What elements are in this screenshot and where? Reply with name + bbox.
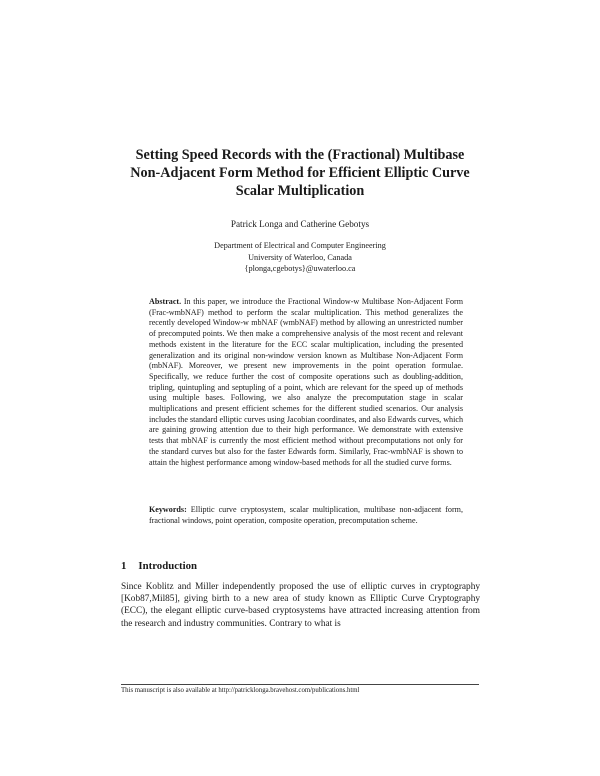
section-number: 1 [121, 560, 127, 572]
affiliation-university: University of Waterloo, Canada [248, 252, 352, 262]
footnote: This manuscript is also available at http://patricklonga.bravehost.com/publications.html [121, 687, 360, 694]
abstract [149, 297, 463, 468]
title-line: Setting Speed Records with the (Fractional) Multibase [135, 147, 465, 163]
section-title: Introduction [138, 560, 198, 572]
affiliation-email: {plonga,cgebotys}@uwaterloo.ca [244, 264, 356, 273]
title-line: Scalar Multiplication [235, 183, 365, 199]
keywords-label: Keywords: [149, 505, 187, 514]
keywords-text: Elliptic curve cryptosystem, scalar multiplication, multibase non-adjacent form, fractional windows, point operation, composite operation, precomputation scheme. [149, 505, 463, 525]
section-heading [121, 560, 197, 573]
paper-title [120, 146, 480, 200]
title-line: Non-Adjacent Form Method for Efficient Elliptic Curve [130, 165, 470, 181]
author-list: Patrick Longa and Catherine Gebotys [230, 219, 370, 229]
affiliation-department: Department of Electrical and Computer Engineering [214, 241, 386, 250]
intro-paragraph: Since Koblitz and Miller independently proposed the use of elliptic curves in cryptography [Kob87,Mil85], giving birth to a new area of study known as Elliptic Curve Cryptography (ECC), the elegant elliptic curve-based cryptosystems have attracted increasing attention from the research and industry communities. Contrary to what is [121, 582, 480, 629]
abstract-text: In this paper, we introduce the Fractional Window-w Multibase Non-Adjacent Form (Frac-wmbNAF) method to perform the scalar multiplication. This method generalizes the recently developed Window-w mbNAF (wmbNAF) method by allowing an unrestricted number of precomputed points. We then make a comprehensive analysis of the most recent and relevant methods existent in the literature for the ECC scalar multiplication, including the presented generalization and its original non-window version known as Multibase Non-Adjacent Form (mbNAF). Moreover, we present new improvements in the point operation formulae. Specifically, we reduce further the cost of composite operations such as doubling-addition, tripling, quintupling and septupling of a point, which are relevant for the speed up of methods using multiple bases. Following, we also analyze the precomputation stage in scalar multiplications and present efficient schemes for the different studied scenarios. Our analysis includes the standard elliptic curves using Jacobian coordinates, and also Edwards curves, which are gaining growing attention due to their high performance. We demonstrate with extensive tests that mbNAF is currently the most efficient method without precomputations not only for the standard curves but also for the faster Edwards form. Similarly, Frac-wmbNAF is shown to attain the highest performance among window-based methods for all the studied curve forms. [149, 297, 463, 467]
footnote-divider [121, 684, 479, 685]
affiliation [120, 240, 480, 275]
abstract-label: Abstract. [149, 297, 182, 306]
keywords [149, 505, 463, 526]
